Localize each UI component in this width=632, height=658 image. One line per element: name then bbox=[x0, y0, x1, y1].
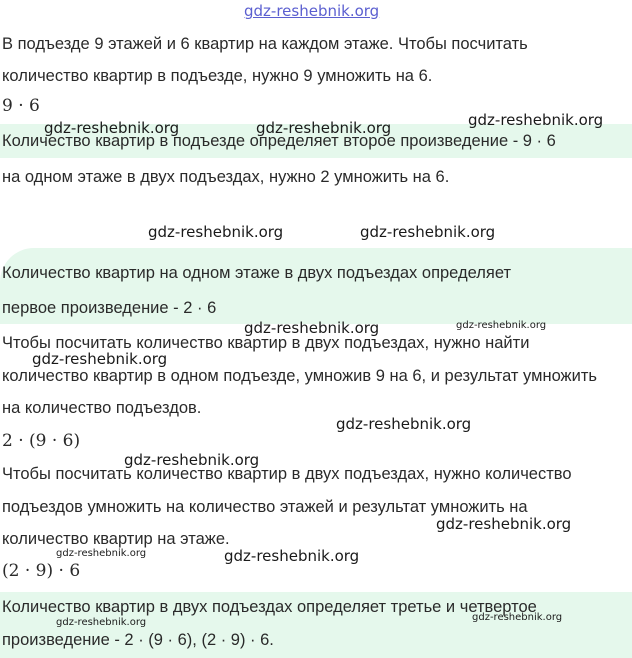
watermark: gdz-reshebnik.org bbox=[224, 547, 360, 565]
text-line: на одном этаже в двух подъездах, нужно 2 умножить на 6. bbox=[2, 168, 450, 186]
math-expression: (2 · 9) · 6 bbox=[2, 561, 81, 581]
watermark: gdz-reshebnik.org bbox=[32, 350, 168, 368]
watermark: gdz-reshebnik.org bbox=[256, 119, 392, 137]
watermark: gdz-reshebnik.org bbox=[468, 111, 604, 129]
text-line: Количество квартир в подъезде определяет второе произведение - 9 · 6 bbox=[2, 132, 556, 150]
watermark: gdz-reshebnik.org bbox=[244, 319, 380, 337]
text-line: на количество подъездов. bbox=[2, 399, 202, 417]
text-line: количество квартир в подъезде, нужно 9 умножить на 6. bbox=[2, 67, 433, 85]
watermark: gdz-reshebnik.org bbox=[436, 515, 572, 533]
watermark: gdz-reshebnik.org bbox=[56, 548, 147, 559]
watermark: gdz-reshebnik.org bbox=[472, 612, 563, 623]
watermark: gdz-reshebnik.org bbox=[124, 451, 260, 469]
watermark-header: gdz-reshebnik.org bbox=[244, 2, 380, 20]
math-expression: 9 · 6 bbox=[2, 96, 40, 116]
math-expression: 2 · (9 · 6) bbox=[2, 431, 81, 451]
watermark: gdz-reshebnik.org bbox=[148, 223, 284, 241]
text-line: Количество квартир на одном этаже в двух подъездах определяет bbox=[2, 264, 512, 282]
watermark: gdz-reshebnik.org bbox=[360, 223, 496, 241]
watermark: gdz-reshebnik.org bbox=[336, 415, 472, 433]
text-line: Количество квартир в двух подъездах определяет третье и четвертое bbox=[2, 598, 537, 616]
text-line: Чтобы посчитать количество квартир в двух подъездах, нужно найти bbox=[2, 334, 530, 352]
text-line: произведение - 2 · (9 · 6), (2 · 9) · 6. bbox=[2, 631, 274, 649]
text-line: В подъезде 9 этажей и 6 квартир на каждом этаже. Чтобы посчитать bbox=[2, 35, 528, 53]
text-line: первое произведение - 2 · 6 bbox=[2, 299, 217, 317]
watermark: gdz-reshebnik.org bbox=[44, 119, 180, 137]
text-line: количество квартир в одном подъезде, умножив 9 на 6, и результат умножить bbox=[2, 367, 597, 385]
watermark: gdz-reshebnik.org bbox=[456, 320, 547, 331]
text-line: Чтобы посчитать количество квартир в двух подъездах, нужно количество bbox=[2, 465, 572, 483]
watermark: gdz-reshebnik.org bbox=[56, 617, 147, 628]
text-line: подъездов умножить на количество этажей и результат умножить на bbox=[2, 498, 528, 516]
text-line: количество квартир на этаже. bbox=[2, 530, 230, 548]
